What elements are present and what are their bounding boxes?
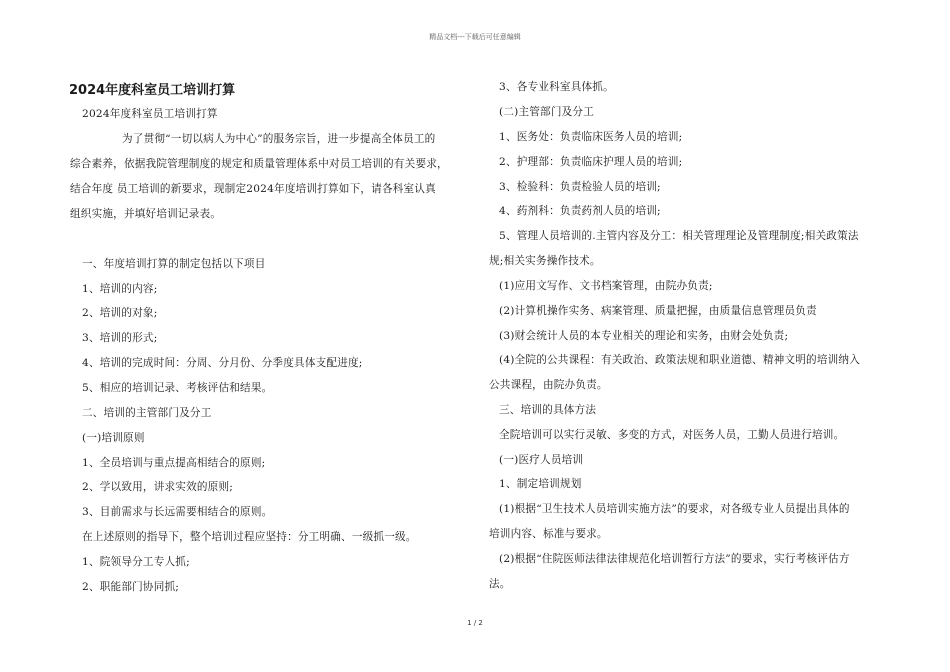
list-item: 2、护理部：负责临床护理人员的培训;: [499, 156, 683, 168]
list-item: 1、制定培训规划: [499, 478, 582, 490]
list-item: 2、职能部门协同抓;: [82, 581, 180, 593]
section-heading: 一、年度培训打算的制定包括以下项目: [82, 258, 266, 270]
list-item: 2、学以致用，讲求实效的原则;: [82, 481, 234, 493]
paragraph-line: 全院培训可以实行灵敏、多变的方式，对医务人员，工勤人员进行培训。: [499, 429, 845, 441]
list-item: 3、培训的形式;: [82, 332, 158, 344]
paragraph-line: 为了贯彻“一切以病人为中心”的服务宗旨，进一步提高全体员工的: [122, 133, 436, 145]
document-title: 2024年度科室员工培训打算: [69, 83, 236, 98]
list-item: 2、培训的对象;: [82, 307, 158, 319]
list-item: 1、院领导分工专人抓;: [82, 556, 190, 568]
section-heading: 三、培训的具体方法: [499, 404, 597, 416]
list-item: (3)财会统计人员的本专业相关的理论和实务，由财会处负责;: [499, 330, 789, 342]
paragraph-line: 法。: [489, 578, 511, 590]
subsection-heading: (二)主管部门及分工: [499, 106, 595, 118]
subsection-heading: (一)医疗人员培训: [499, 454, 584, 466]
list-item: (2)计算机操作实务、病案管理、质量把握，由质量信息管理员负责: [499, 305, 817, 317]
list-item: 3、目前需求与长远需要相结合的原则。: [82, 506, 273, 518]
paragraph-line: 组织实施，并填好培训记录表。: [70, 208, 222, 220]
list-item: 1、培训的内容;: [82, 283, 158, 295]
paragraph-line: 结合年度 员工培训的新要求，现制定2024年度培训打算如下，请各科室认真: [70, 183, 436, 195]
header-note: 精品文档---下载后可任意编辑: [429, 33, 521, 41]
list-item: (2)根据“住院医师法律法律规范化培训暂行方法”的要求，实行考核评估方: [499, 553, 850, 565]
list-item: (4)全院的公共课程：有关政治、政策法规和职业道德、精神文明的培训纳入: [499, 354, 861, 366]
list-item: (1)根据“卫生技术人员培训实施方法”的要求，对各级专业人员提出具体的: [499, 503, 850, 515]
paragraph-line: 在上述原则的指导下，整个培训过程应坚持：分工明确、一级抓一级。: [82, 531, 417, 543]
paragraph-line: 公共课程，由院办负责。: [489, 379, 608, 391]
list-item: 4、培训的完成时间：分周、分月份、分季度具体支配进度;: [82, 357, 363, 369]
list-item: 5、相应的培训记录、考核评估和结果。: [82, 382, 273, 394]
list-item: 3、检验科：负责检验人员的培训;: [499, 181, 661, 193]
paragraph-line: 规;相关实务操作技术。: [489, 255, 601, 267]
list-item: 5、管理人员培训的.主管内容及分工：相关管理理论及管理制度;相关政策法: [499, 230, 859, 242]
section-heading: 二、培训的主管部门及分工: [82, 407, 212, 419]
list-item: (1)应用文写作、文书档案管理，由院办负责;: [499, 280, 713, 292]
page-number: 1 / 2: [467, 619, 483, 627]
list-item: 1、医务处：负责临床医务人员的培训;: [499, 131, 683, 143]
list-item: 1、全员培训与重点提高相结合的原则;: [82, 457, 266, 469]
list-item: 3、各专业科室具体抓。: [499, 81, 614, 93]
paragraph-line: 综合素养，依据我院管理制度的规定和质量管理体系中对员工培训的有关要求，: [70, 158, 448, 170]
paragraph-line: 培训内容、标准与要求。: [489, 528, 608, 540]
paragraph-line: 2024年度科室员工培训打算: [82, 108, 218, 120]
subsection-heading: (一)培训原则: [82, 432, 145, 444]
list-item: 4、药剂科：负责药剂人员的培训;: [499, 205, 661, 217]
